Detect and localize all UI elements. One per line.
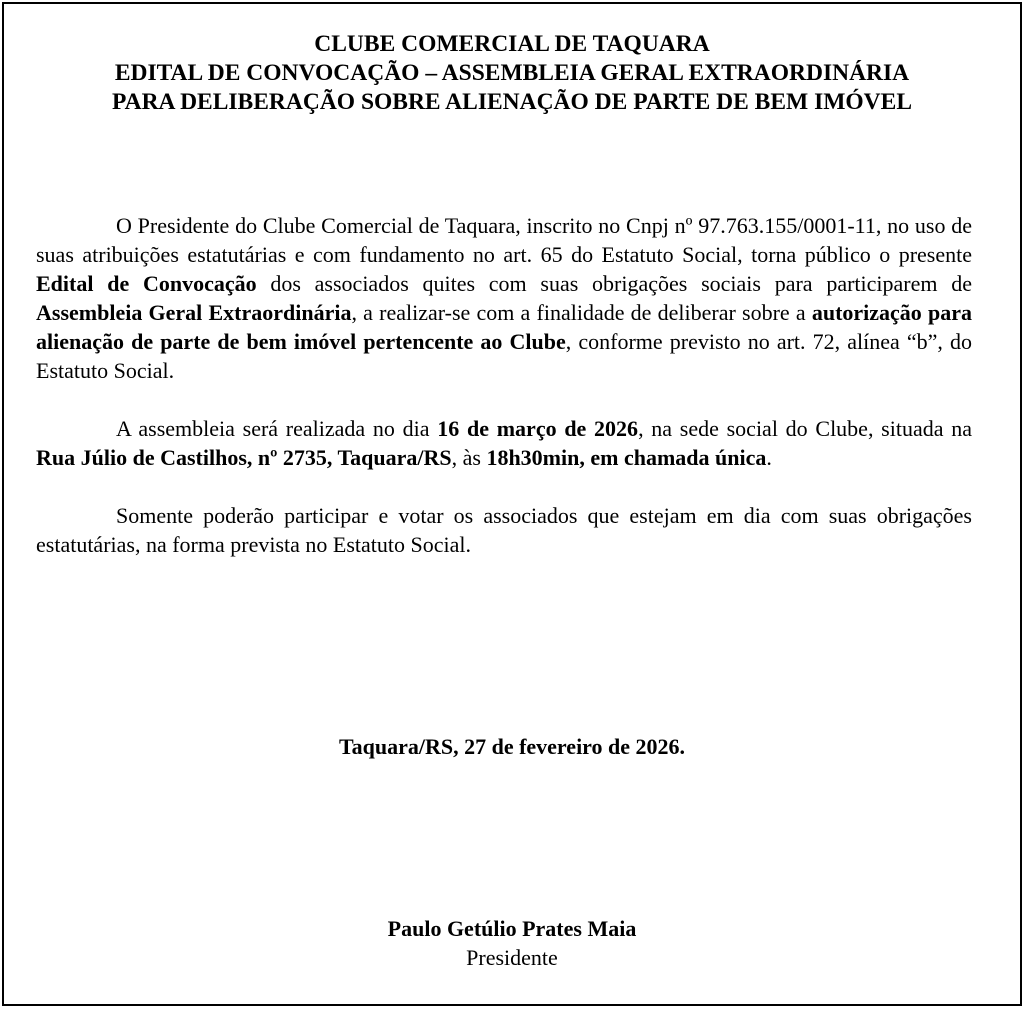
p2-bold-address: Rua Júlio de Castilhos, nº 2735, Taquara/RS: [36, 445, 452, 470]
p2-bold-date: 16 de março de 2026: [437, 416, 639, 441]
header-club-name: CLUBE COMERCIAL DE TAQUARA: [314, 31, 710, 57]
paragraph-date-location: [36, 414, 972, 472]
paragraph-convocation: [36, 211, 972, 385]
p1-text-3: , a realizar-se com a finalidade de deliberar sobre a: [351, 300, 812, 325]
p2-bold-time: 18h30min, em chamada única: [486, 445, 767, 470]
p1-bold-autorizacao: autorização para alienação de parte de bem imóvel pertencente ao Clube: [36, 300, 972, 354]
signature-block: [4, 914, 1020, 972]
p1-text-2: dos associados quites com suas obrigações sociais para participarem de: [256, 271, 972, 296]
paragraph-eligibility: Somente poderão participar e votar os associados que estejam em dia com suas obrigações estatutárias, na forma prevista no Estatuto Social.: [36, 503, 972, 557]
p2-text-4: .: [766, 445, 772, 470]
dateline: Taquara/RS, 27 de fevereiro de 2026.: [338, 734, 686, 759]
p1-bold-assembleia: Assembleia Geral Extraordinária: [36, 300, 352, 325]
p2-text-2: , na sede social do Clube, situada na: [638, 416, 972, 441]
document-page: [2, 2, 1022, 1006]
document-header: [4, 30, 1020, 117]
p1-text-1: O Presidente do Clube Comercial de Taquara, inscrito no Cnpj nº 97.763.155/0001-11, no uso de suas atribuições estatutárias e com fundamento no art. 65 do Estatuto Social, torna público o presente: [36, 213, 972, 267]
p2-text-1: A assembleia será realizada no dia: [116, 416, 438, 441]
p1-bold-edital: Edital de Convocação: [36, 271, 257, 296]
p2-text-3: , às: [451, 445, 487, 470]
p1-text-4: , conforme previsto no art. 72, alínea “b”, do Estatuto Social.: [36, 329, 973, 383]
header-edital-title: EDITAL DE CONVOCAÇÃO – ASSEMBLEIA GERAL EXTRAORDINÁRIA: [114, 60, 910, 86]
signatory-name: Paulo Getúlio Prates Maia: [387, 916, 637, 941]
document-body: [36, 211, 972, 559]
header-subject: PARA DELIBERAÇÃO SOBRE ALIENAÇÃO DE PARTE DE BEM IMÓVEL: [111, 89, 913, 115]
signatory-title: Presidente: [466, 945, 558, 970]
